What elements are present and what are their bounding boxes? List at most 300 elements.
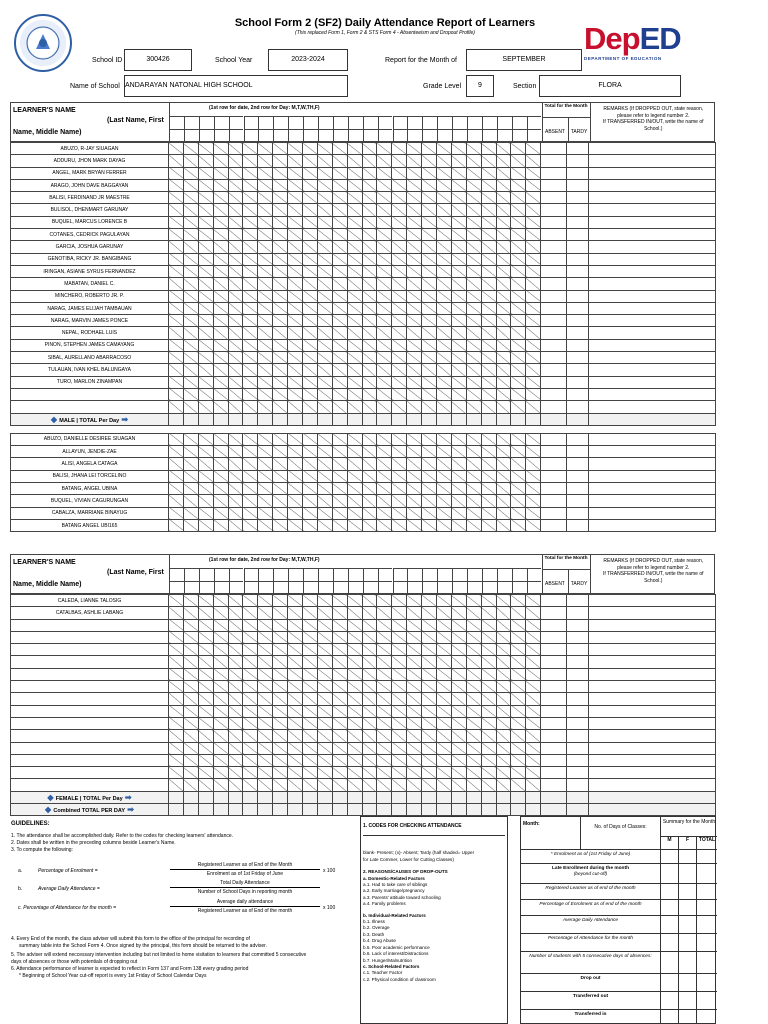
attendance-cell[interactable] [243, 167, 258, 179]
attendance-cell[interactable] [526, 668, 541, 680]
section-field[interactable]: FLORA [539, 75, 681, 97]
attendance-cell[interactable] [526, 290, 541, 302]
attendance-cell[interactable] [392, 754, 407, 766]
attendance-cell[interactable] [228, 458, 243, 470]
attendance-cell[interactable] [273, 681, 288, 693]
day-header-cell[interactable] [482, 116, 497, 129]
attendance-cell[interactable] [362, 302, 377, 314]
day-header-cell[interactable] [378, 568, 393, 581]
attendance-cell[interactable] [526, 681, 541, 693]
attendance-cell[interactable] [377, 155, 392, 167]
attendance-cell[interactable] [466, 364, 481, 376]
attendance-cell[interactable] [228, 352, 243, 364]
attendance-cell[interactable] [392, 364, 407, 376]
attendance-cell[interactable] [407, 507, 422, 519]
attendance-cell[interactable] [451, 693, 466, 705]
remarks-cell[interactable] [589, 779, 716, 791]
day-header-cell[interactable] [437, 129, 452, 142]
attendance-cell[interactable] [347, 681, 362, 693]
attendance-cell[interactable] [303, 730, 318, 742]
attendance-cell[interactable] [169, 483, 184, 495]
attendance-cell[interactable] [392, 290, 407, 302]
tardy-cell[interactable] [567, 327, 589, 339]
attendance-cell[interactable] [437, 433, 452, 445]
attendance-cell[interactable] [258, 253, 273, 265]
tardy-cell[interactable] [567, 364, 589, 376]
attendance-cell[interactable] [362, 339, 377, 351]
attendance-cell[interactable] [511, 167, 526, 179]
attendance-cell[interactable] [526, 278, 541, 290]
attendance-cell[interactable] [407, 352, 422, 364]
attendance-cell[interactable] [362, 519, 377, 531]
day-header-cell[interactable] [407, 116, 422, 129]
attendance-cell[interactable] [496, 631, 511, 643]
attendance-cell[interactable] [451, 327, 466, 339]
attendance-cell[interactable] [481, 376, 496, 388]
summary-value-cell[interactable] [679, 1009, 697, 1024]
attendance-cell[interactable] [496, 290, 511, 302]
attendance-cell[interactable] [347, 656, 362, 668]
attendance-cell[interactable] [481, 693, 496, 705]
attendance-cell[interactable] [258, 495, 273, 507]
attendance-cell[interactable] [437, 446, 452, 458]
attendance-cell[interactable] [213, 656, 228, 668]
attendance-cell[interactable] [198, 767, 213, 779]
day-header-cell[interactable] [333, 116, 348, 129]
attendance-cell[interactable] [511, 446, 526, 458]
attendance-cell[interactable] [332, 315, 347, 327]
tardy-cell[interactable] [567, 315, 589, 327]
day-header-cell[interactable] [348, 568, 363, 581]
attendance-cell[interactable] [422, 458, 437, 470]
attendance-cell[interactable] [258, 446, 273, 458]
absent-cell[interactable] [541, 327, 567, 339]
absent-cell[interactable] [541, 302, 567, 314]
day-header-cell[interactable] [214, 116, 229, 129]
attendance-cell[interactable] [437, 717, 452, 729]
attendance-cell[interactable] [407, 656, 422, 668]
attendance-cell[interactable] [198, 519, 213, 531]
attendance-cell[interactable] [317, 607, 332, 619]
attendance-cell[interactable] [437, 705, 452, 717]
attendance-cell[interactable] [466, 742, 481, 754]
attendance-cell[interactable] [437, 754, 452, 766]
attendance-cell[interactable] [183, 155, 198, 167]
attendance-cell[interactable] [213, 352, 228, 364]
attendance-cell[interactable] [407, 433, 422, 445]
attendance-cell[interactable] [451, 339, 466, 351]
attendance-cell[interactable] [243, 339, 258, 351]
absent-cell[interactable] [541, 767, 567, 779]
attendance-cell[interactable] [183, 742, 198, 754]
day-header-cell[interactable] [407, 581, 422, 594]
attendance-cell[interactable] [496, 656, 511, 668]
attendance-cell[interactable] [392, 681, 407, 693]
attendance-cell[interactable] [466, 278, 481, 290]
attendance-cell[interactable] [228, 376, 243, 388]
attendance-cell[interactable] [451, 192, 466, 204]
attendance-cell[interactable] [258, 167, 273, 179]
attendance-cell[interactable] [526, 388, 541, 400]
attendance-cell[interactable] [317, 204, 332, 216]
absent-cell[interactable] [541, 204, 567, 216]
attendance-cell[interactable] [422, 519, 437, 531]
attendance-cell[interactable] [169, 767, 184, 779]
attendance-cell[interactable] [437, 519, 452, 531]
remarks-cell[interactable] [589, 656, 716, 668]
attendance-cell[interactable] [243, 192, 258, 204]
attendance-cell[interactable] [243, 705, 258, 717]
attendance-cell[interactable] [332, 767, 347, 779]
attendance-cell[interactable] [481, 705, 496, 717]
attendance-cell[interactable] [303, 143, 318, 155]
attendance-cell[interactable] [466, 352, 481, 364]
attendance-cell[interactable] [317, 483, 332, 495]
attendance-cell[interactable] [481, 315, 496, 327]
attendance-cell[interactable] [183, 470, 198, 482]
absent-cell[interactable] [541, 631, 567, 643]
attendance-cell[interactable] [243, 376, 258, 388]
attendance-cell[interactable] [183, 495, 198, 507]
attendance-cell[interactable] [332, 204, 347, 216]
attendance-cell[interactable] [481, 767, 496, 779]
absent-cell[interactable] [541, 754, 567, 766]
attendance-cell[interactable] [526, 364, 541, 376]
attendance-cell[interactable] [422, 631, 437, 643]
attendance-cell[interactable] [273, 433, 288, 445]
attendance-cell[interactable] [511, 644, 526, 656]
attendance-cell[interactable] [377, 327, 392, 339]
attendance-cell[interactable] [288, 253, 303, 265]
tardy-cell[interactable] [567, 507, 589, 519]
attendance-cell[interactable] [526, 507, 541, 519]
attendance-cell[interactable] [169, 644, 184, 656]
attendance-cell[interactable] [362, 167, 377, 179]
attendance-cell[interactable] [526, 754, 541, 766]
attendance-cell[interactable] [317, 155, 332, 167]
attendance-cell[interactable] [169, 754, 184, 766]
day-header-cell[interactable] [244, 568, 259, 581]
attendance-cell[interactable] [422, 681, 437, 693]
attendance-cell[interactable] [451, 364, 466, 376]
attendance-cell[interactable] [437, 631, 452, 643]
attendance-cell[interactable] [183, 779, 198, 791]
attendance-cell[interactable] [422, 167, 437, 179]
attendance-cell[interactable] [451, 446, 466, 458]
day-header-cell[interactable] [363, 116, 378, 129]
attendance-cell[interactable] [317, 717, 332, 729]
attendance-cell[interactable] [526, 644, 541, 656]
attendance-cell[interactable] [511, 433, 526, 445]
day-header-cell[interactable] [497, 581, 512, 594]
attendance-cell[interactable] [317, 401, 332, 413]
attendance-cell[interactable] [481, 278, 496, 290]
attendance-cell[interactable] [258, 470, 273, 482]
remarks-cell[interactable] [589, 167, 716, 179]
attendance-cell[interactable] [213, 253, 228, 265]
attendance-cell[interactable] [243, 216, 258, 228]
day-header-cell[interactable] [199, 568, 214, 581]
day-header-cell[interactable] [378, 129, 393, 142]
attendance-cell[interactable] [481, 229, 496, 241]
day-header-cell[interactable] [318, 581, 333, 594]
attendance-cell[interactable] [258, 717, 273, 729]
attendance-cell[interactable] [511, 742, 526, 754]
attendance-cell[interactable] [332, 693, 347, 705]
tardy-cell[interactable] [567, 446, 589, 458]
absent-cell[interactable] [541, 265, 567, 277]
attendance-cell[interactable] [407, 470, 422, 482]
attendance-cell[interactable] [377, 619, 392, 631]
absent-cell[interactable] [541, 619, 567, 631]
attendance-cell[interactable] [273, 192, 288, 204]
attendance-cell[interactable] [496, 179, 511, 191]
day-header-cell[interactable] [288, 568, 303, 581]
attendance-cell[interactable] [526, 730, 541, 742]
attendance-cell[interactable] [422, 229, 437, 241]
attendance-cell[interactable] [288, 265, 303, 277]
attendance-cell[interactable] [377, 302, 392, 314]
attendance-cell[interactable] [392, 376, 407, 388]
attendance-cell[interactable] [496, 767, 511, 779]
attendance-cell[interactable] [273, 458, 288, 470]
attendance-cell[interactable] [392, 495, 407, 507]
attendance-cell[interactable] [511, 192, 526, 204]
attendance-cell[interactable] [422, 470, 437, 482]
attendance-cell[interactable] [437, 619, 452, 631]
summary-value-cell[interactable] [661, 933, 679, 951]
attendance-cell[interactable] [228, 265, 243, 277]
attendance-cell[interactable] [169, 705, 184, 717]
day-header-cell[interactable] [303, 568, 318, 581]
attendance-cell[interactable] [496, 253, 511, 265]
day-header-cell[interactable] [229, 568, 244, 581]
attendance-cell[interactable] [377, 352, 392, 364]
summary-value-cell[interactable] [661, 991, 679, 1009]
attendance-cell[interactable] [273, 754, 288, 766]
attendance-cell[interactable] [466, 767, 481, 779]
attendance-cell[interactable] [466, 595, 481, 607]
attendance-cell[interactable] [288, 167, 303, 179]
attendance-cell[interactable] [451, 216, 466, 228]
attendance-cell[interactable] [258, 742, 273, 754]
attendance-cell[interactable] [273, 327, 288, 339]
attendance-cell[interactable] [437, 167, 452, 179]
attendance-cell[interactable] [243, 495, 258, 507]
attendance-cell[interactable] [303, 446, 318, 458]
attendance-cell[interactable] [243, 507, 258, 519]
attendance-cell[interactable] [273, 167, 288, 179]
attendance-cell[interactable] [451, 607, 466, 619]
attendance-cell[interactable] [496, 315, 511, 327]
attendance-cell[interactable] [422, 192, 437, 204]
attendance-cell[interactable] [347, 483, 362, 495]
attendance-cell[interactable] [437, 607, 452, 619]
attendance-cell[interactable] [526, 327, 541, 339]
attendance-cell[interactable] [407, 278, 422, 290]
attendance-cell[interactable] [183, 278, 198, 290]
attendance-cell[interactable] [437, 327, 452, 339]
attendance-cell[interactable] [213, 290, 228, 302]
attendance-cell[interactable] [183, 619, 198, 631]
attendance-cell[interactable] [332, 253, 347, 265]
attendance-cell[interactable] [332, 278, 347, 290]
day-header-cell[interactable] [273, 581, 288, 594]
attendance-cell[interactable] [407, 253, 422, 265]
attendance-cell[interactable] [481, 388, 496, 400]
attendance-cell[interactable] [243, 278, 258, 290]
attendance-cell[interactable] [347, 730, 362, 742]
attendance-cell[interactable] [169, 730, 184, 742]
attendance-cell[interactable] [526, 204, 541, 216]
tardy-cell[interactable] [567, 352, 589, 364]
attendance-cell[interactable] [183, 767, 198, 779]
attendance-cell[interactable] [377, 754, 392, 766]
attendance-cell[interactable] [198, 155, 213, 167]
attendance-cell[interactable] [243, 693, 258, 705]
attendance-cell[interactable] [481, 401, 496, 413]
attendance-cell[interactable] [317, 519, 332, 531]
attendance-cell[interactable] [258, 278, 273, 290]
attendance-cell[interactable] [183, 631, 198, 643]
attendance-cell[interactable] [273, 352, 288, 364]
attendance-cell[interactable] [288, 619, 303, 631]
remarks-cell[interactable] [589, 278, 716, 290]
attendance-cell[interactable] [198, 483, 213, 495]
day-header-cell[interactable] [333, 568, 348, 581]
attendance-cell[interactable] [317, 470, 332, 482]
attendance-cell[interactable] [243, 364, 258, 376]
attendance-cell[interactable] [243, 315, 258, 327]
attendance-cell[interactable] [407, 401, 422, 413]
attendance-cell[interactable] [213, 470, 228, 482]
attendance-cell[interactable] [169, 253, 184, 265]
attendance-cell[interactable] [183, 705, 198, 717]
absent-cell[interactable] [541, 507, 567, 519]
attendance-cell[interactable] [317, 754, 332, 766]
attendance-cell[interactable] [466, 339, 481, 351]
attendance-cell[interactable] [347, 595, 362, 607]
attendance-cell[interactable] [303, 352, 318, 364]
attendance-cell[interactable] [392, 204, 407, 216]
attendance-cell[interactable] [392, 192, 407, 204]
attendance-cell[interactable] [481, 717, 496, 729]
remarks-cell[interactable] [589, 595, 716, 607]
attendance-cell[interactable] [451, 519, 466, 531]
attendance-cell[interactable] [392, 315, 407, 327]
attendance-cell[interactable] [273, 155, 288, 167]
attendance-cell[interactable] [332, 290, 347, 302]
attendance-cell[interactable] [332, 631, 347, 643]
attendance-cell[interactable] [362, 192, 377, 204]
attendance-cell[interactable] [437, 265, 452, 277]
attendance-cell[interactable] [407, 388, 422, 400]
attendance-cell[interactable] [362, 204, 377, 216]
attendance-cell[interactable] [377, 730, 392, 742]
attendance-cell[interactable] [213, 519, 228, 531]
attendance-cell[interactable] [273, 644, 288, 656]
remarks-cell[interactable] [589, 644, 716, 656]
tardy-cell[interactable] [567, 143, 589, 155]
attendance-cell[interactable] [303, 495, 318, 507]
attendance-cell[interactable] [258, 779, 273, 791]
attendance-cell[interactable] [213, 315, 228, 327]
attendance-cell[interactable] [258, 143, 273, 155]
attendance-cell[interactable] [496, 327, 511, 339]
attendance-cell[interactable] [228, 302, 243, 314]
attendance-cell[interactable] [198, 631, 213, 643]
attendance-cell[interactable] [481, 607, 496, 619]
day-header-cell[interactable] [348, 581, 363, 594]
attendance-cell[interactable] [407, 742, 422, 754]
attendance-cell[interactable] [273, 507, 288, 519]
attendance-cell[interactable] [198, 754, 213, 766]
attendance-cell[interactable] [228, 681, 243, 693]
attendance-cell[interactable] [317, 278, 332, 290]
attendance-cell[interactable] [496, 519, 511, 531]
attendance-cell[interactable] [317, 216, 332, 228]
attendance-cell[interactable] [392, 216, 407, 228]
attendance-cell[interactable] [451, 754, 466, 766]
attendance-cell[interactable] [183, 167, 198, 179]
attendance-cell[interactable] [466, 519, 481, 531]
attendance-cell[interactable] [288, 327, 303, 339]
attendance-cell[interactable] [496, 155, 511, 167]
attendance-cell[interactable] [213, 241, 228, 253]
attendance-cell[interactable] [332, 742, 347, 754]
day-header-cell[interactable] [363, 581, 378, 594]
attendance-cell[interactable] [466, 179, 481, 191]
summary-value-cell[interactable] [697, 951, 717, 973]
summary-value-cell[interactable] [679, 951, 697, 973]
attendance-cell[interactable] [347, 388, 362, 400]
attendance-cell[interactable] [288, 446, 303, 458]
attendance-cell[interactable] [437, 730, 452, 742]
attendance-cell[interactable] [347, 495, 362, 507]
attendance-cell[interactable] [198, 470, 213, 482]
attendance-cell[interactable] [496, 619, 511, 631]
attendance-cell[interactable] [198, 595, 213, 607]
absent-cell[interactable] [541, 253, 567, 265]
attendance-cell[interactable] [392, 668, 407, 680]
attendance-cell[interactable] [511, 754, 526, 766]
summary-value-cell[interactable] [661, 899, 679, 915]
attendance-cell[interactable] [183, 507, 198, 519]
attendance-cell[interactable] [303, 401, 318, 413]
attendance-cell[interactable] [273, 717, 288, 729]
remarks-cell[interactable] [589, 229, 716, 241]
attendance-cell[interactable] [288, 352, 303, 364]
day-header-cell[interactable] [244, 129, 259, 142]
attendance-cell[interactable] [198, 204, 213, 216]
attendance-cell[interactable] [422, 656, 437, 668]
attendance-cell[interactable] [169, 302, 184, 314]
attendance-cell[interactable] [213, 446, 228, 458]
attendance-cell[interactable] [273, 278, 288, 290]
day-header-cell[interactable] [199, 581, 214, 594]
attendance-cell[interactable] [198, 619, 213, 631]
attendance-cell[interactable] [362, 656, 377, 668]
remarks-cell[interactable] [589, 352, 716, 364]
attendance-cell[interactable] [183, 302, 198, 314]
attendance-cell[interactable] [377, 401, 392, 413]
attendance-cell[interactable] [451, 315, 466, 327]
attendance-cell[interactable] [496, 167, 511, 179]
attendance-cell[interactable] [288, 179, 303, 191]
attendance-cell[interactable] [511, 483, 526, 495]
day-header-cell[interactable] [527, 116, 542, 129]
attendance-cell[interactable] [213, 155, 228, 167]
